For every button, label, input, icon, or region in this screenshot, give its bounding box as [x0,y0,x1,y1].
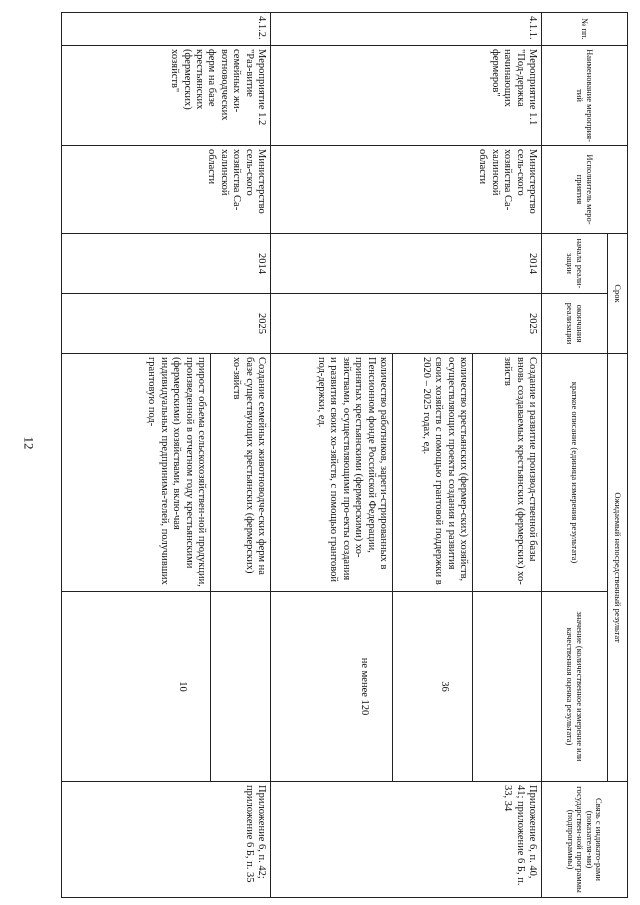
cell-desc: Создание и развитие производ-ственной базы вновь создаваемых крестьянских (фермерских) хо-зяйств [473,354,542,592]
cell-start: 2014 [62,234,271,294]
table-row [211,13,271,898]
cell-link: Приложение 6, п. 40, 41; приложение 6 Б, п. 33, 34 [271,782,542,898]
cell-name: Мероприятие 1.1 "Под-держка начинающих фермеров" [271,46,542,146]
measures-table [61,12,628,898]
header-name: Наименование мероприя-тий [542,46,628,146]
header-term-end: окончания реализации [542,294,608,354]
cell-start: 2014 [271,234,542,294]
cell-value: 10 [62,592,211,782]
table-wrapper [62,12,628,897]
header-num: № пп. [542,13,628,46]
page-number: 12 [21,436,37,450]
header-value: значение (количественное измерение или качественная оценка результата) [542,592,608,782]
cell-desc: Создание семейных животноводче-ских ферм на базе существующих крестьянских (фермерских) хо-зяйств [211,354,271,592]
table-row [473,13,542,898]
header-desc: краткое описание (единица измерения результата) [542,354,608,592]
cell-desc: количество работников, зареги-стрированных в Пенсионном фонде Российской Федерации, принятых крестьянскими (фермерскими) хо-зяйствами, осуществляющими про-екты создания и развития своих хо-зяйств, с помощью грантовой под-держки, ед. [271,354,393,592]
header-term-start: начала реали-зации [542,234,608,294]
cell-value: не менее 120 [271,592,393,782]
cell-num: 4.1.2. [62,13,271,46]
cell-desc: прирост объема сельскохозяйствен-ной продукции, произведенной в отчетном году крестьянскими (фермерскими) хозяйствами, вклю-чая индивидуальных предпринима-телей, получивших грантовую под- [62,354,211,592]
cell-executor: Министерство сель-ского хозяйства Са-халинской области [62,146,271,234]
header-term: Срок [608,234,628,354]
cell-end: 2025 [271,294,542,354]
cell-link: Приложение 6, п. 42; приложение 6 Б, п. 35 [62,782,271,898]
cell-name: Мероприятие 1.2 "Раз-витие семейных жи-вотноводческих ферм на базе крестьянских (фермерских) хозяйств" [62,46,271,146]
cell-end: 2025 [62,294,271,354]
cell-desc: количество крестьянских (фермер-ских) хозяйств, осуществляющих проекты создания и развития своих хозяйств с помощью грантовой поддержки в 2020 – 2025 годах, ед. [393,354,473,592]
cell-executor: Министерство сель-ского хозяйства Са-халинской области [271,146,542,234]
cell-value [473,592,542,782]
header-link: Связь с индикато-рами (показателя-ми) государствен-ной программы (подпрограммы) [542,782,628,898]
header-executor: Исполнитель меро-приятия [542,146,628,234]
cell-value: 36 [393,592,473,782]
cell-num: 4.1.1. [271,13,542,46]
cell-value [211,592,271,782]
header-expected: Ожидаемый непосредственный результат [608,354,628,782]
rotated-page [62,12,628,897]
